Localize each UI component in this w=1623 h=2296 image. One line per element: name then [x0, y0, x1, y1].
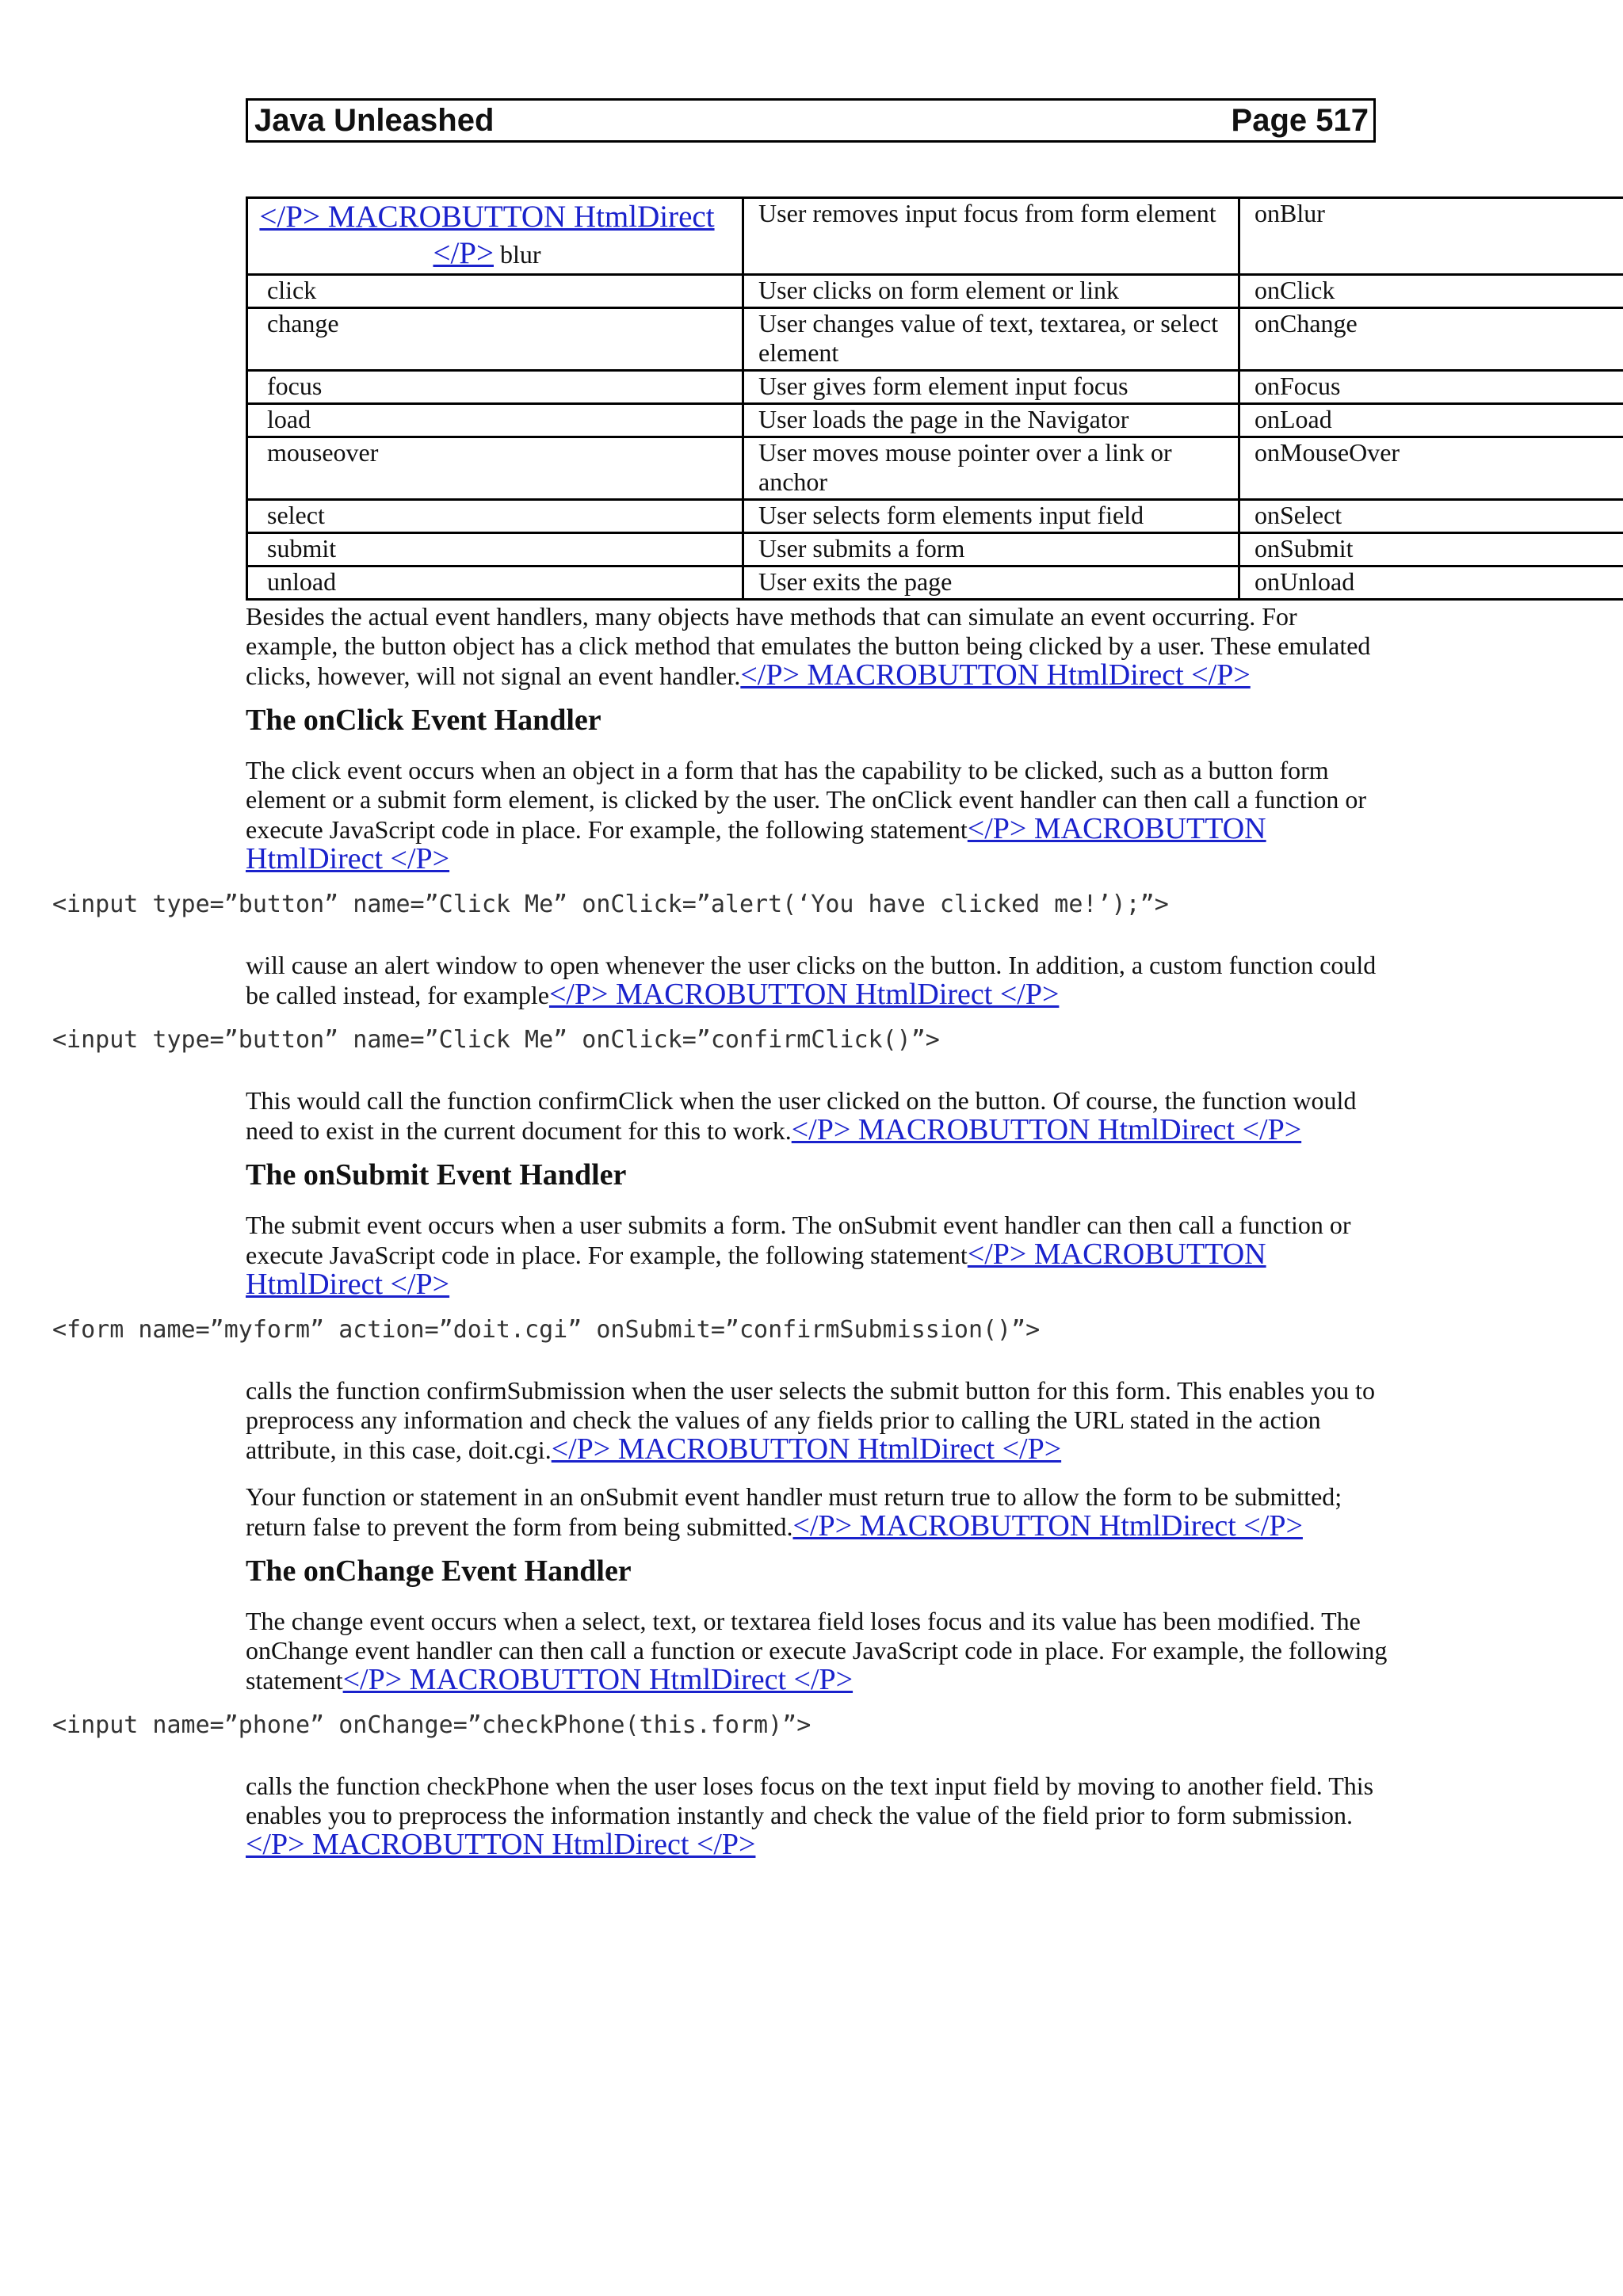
paragraph [246, 951, 1391, 1010]
paragraph [246, 1772, 1391, 1860]
macro-link[interactable]: </P> MACROBUTTON HtmlDirect </P> [792, 1509, 1303, 1543]
event-cell: click [247, 275, 743, 308]
paragraph-text: calls the function confirmSubmission when the user selects the submit button for this form. This enables you to preprocess any information and check the values of any fields prior to calling the URL stated in the action attribute, in this case, doit.cgi. [246, 1376, 1375, 1464]
event-cell: mouseover [247, 437, 743, 500]
section-heading-onsubmit: The onSubmit Event Handler [246, 1158, 627, 1192]
table-row [247, 533, 1623, 566]
handler-cell: onFocus [1239, 371, 1623, 404]
spacer [246, 1465, 1391, 1482]
macro-link[interactable]: </P> MACROBUTTON HtmlDirect </P> [246, 1238, 1266, 1301]
description-cell: User gives form element input focus [743, 371, 1239, 404]
page-header [246, 98, 1376, 143]
event-cell: unload [247, 566, 743, 600]
description-cell: User submits a form [743, 533, 1239, 566]
paragraph-text: The change event occurs when a select, text, or textarea field loses focus and its value has been modified. The onChange event handler can then call a function or execute JavaScript code in place. For example, the following statement [246, 1607, 1388, 1695]
table-row [247, 198, 1623, 275]
table-row [247, 566, 1623, 600]
code-line: <input type=”button” name=”Click Me” onClick=”confirmClick()”> [52, 1026, 940, 1054]
paragraph [246, 1376, 1391, 1465]
section-heading-onchange: The onChange Event Handler [246, 1554, 632, 1588]
code-line: <input name=”phone” onChange=”checkPhone(this.form)”> [52, 1711, 812, 1739]
paragraph-text: The submit event occurs when a user submits a form. The onSubmit event handler can then call a function or execute JavaScript code in place. For example, the following statement [246, 1211, 1351, 1269]
handler-cell: onMouseOver [1239, 437, 1623, 500]
macro-link[interactable]: </P> MACROBUTTON HtmlDirect </P> [551, 1432, 1062, 1466]
event-cell: change [247, 308, 743, 371]
paragraph-text: will cause an alert window to open whenever the user clicks on the button. In addition, a custom function could be called instead, for example [246, 951, 1377, 1009]
event-cell: submit [247, 533, 743, 566]
macro-link[interactable]: </P> MACROBUTTON HtmlDirect </P> [740, 658, 1251, 692]
paragraph [246, 1482, 1391, 1542]
macro-link[interactable]: </P> MACROBUTTON HtmlDirect </P> [246, 1828, 756, 1861]
event-cell: select [247, 500, 743, 533]
book-title: Java Unleashed [254, 102, 495, 138]
event-cell [247, 198, 743, 275]
macro-link[interactable]: </P> MACROBUTTON HtmlDirect </P> [548, 978, 1060, 1011]
event-name: blur [499, 240, 541, 269]
event-cell: load [247, 404, 743, 437]
description-cell: User selects form elements input field [743, 500, 1239, 533]
paragraph [246, 1211, 1391, 1300]
description-cell: User removes input focus from form element [743, 198, 1239, 275]
handler-cell: onChange [1239, 308, 1623, 371]
paragraph-text: The click event occurs when an object in a form that has the capability to be clicked, such as a button form element or a submit form element, is clicked by the user. The onClick event handler can then call a function or execute JavaScript code in place. For example, the following statement [246, 756, 1367, 844]
paragraph [246, 602, 1391, 691]
macro-link[interactable]: </P> MACROBUTTON HtmlDirect </P> [791, 1113, 1302, 1146]
paragraph [246, 1607, 1391, 1695]
paragraph [246, 756, 1391, 875]
code-line: <input type=”button” name=”Click Me” onClick=”alert(‘You have clicked me!’);”> [52, 891, 1169, 918]
event-handler-table [246, 196, 1623, 601]
table-row [247, 371, 1623, 404]
paragraph-text: Your function or statement in an onSubmit event handler must return true to allow the form to be submitted; return false to prevent the form from being submitted. [246, 1482, 1342, 1541]
handler-cell: onUnload [1239, 566, 1623, 600]
macro-link[interactable]: </P> MACROBUTTON HtmlDirect </P> [342, 1663, 854, 1696]
handler-cell: onClick [1239, 275, 1623, 308]
handler-cell: onBlur [1239, 198, 1623, 275]
table-row [247, 500, 1623, 533]
event-cell: focus [247, 371, 743, 404]
paragraph [246, 1086, 1391, 1146]
handler-cell: onLoad [1239, 404, 1623, 437]
table-row [247, 308, 1623, 371]
handler-cell: onSubmit [1239, 533, 1623, 566]
description-cell: User moves mouse pointer over a link or anchor [743, 437, 1239, 500]
table-row [247, 437, 1623, 500]
paragraph-text: Besides the actual event handlers, many objects have methods that can simulate an event occurring. For example, the button object has a click method that emulates the button being clicked by a user. These emulated clicks, however, will not signal an event handler. [246, 602, 1371, 690]
description-cell: User changes value of text, textarea, or select element [743, 308, 1239, 371]
description-cell: User loads the page in the Navigator [743, 404, 1239, 437]
page-number: Page 517 [1231, 102, 1369, 138]
section-heading-onclick: The onClick Event Handler [246, 704, 601, 737]
macro-link[interactable]: </P> MACROBUTTON HtmlDirect </P> [246, 812, 1266, 875]
description-cell: User exits the page [743, 566, 1239, 600]
body-content [52, 602, 1391, 1861]
macro-link[interactable]: </P> MACROBUTTON HtmlDirect </P> [259, 200, 715, 270]
description-cell: User clicks on form element or link [743, 275, 1239, 308]
table-row [247, 404, 1623, 437]
handler-cell: onSelect [1239, 500, 1623, 533]
paragraph-text: This would call the function confirmClick when the user clicked on the button. Of course, the function would need to exist in the current document for this to work. [246, 1086, 1357, 1145]
table-row [247, 275, 1623, 308]
paragraph-text: calls the function checkPhone when the user loses focus on the text input field by moving to another field. This enables you to preprocess the information instantly and check the value of the field prior to form submission. [246, 1772, 1374, 1829]
code-line: <form name=”myform” action=”doit.cgi” onSubmit=”confirmSubmission()”> [52, 1316, 1041, 1344]
